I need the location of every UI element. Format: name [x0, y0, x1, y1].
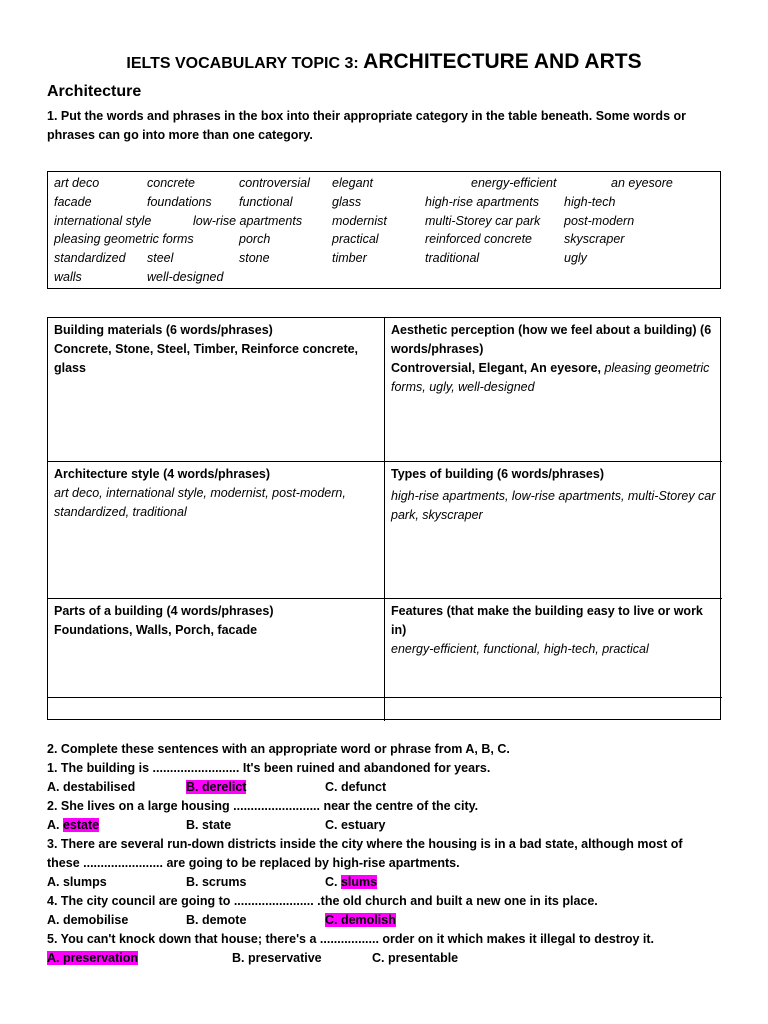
- cell-answer: art deco, international style, modernist, post-modern, standardized, traditional: [54, 486, 346, 519]
- word-item: international style: [54, 214, 152, 228]
- option-a: [47, 818, 99, 832]
- word-item: functional: [239, 195, 293, 209]
- word-item: well-designed: [147, 270, 224, 284]
- question-3-line-2: these ....................... are going to be replaced by high-rise apartments.: [47, 856, 460, 870]
- exercise1-instruction: 1. Put the words and phrases in the box into their appropriate category in the table beneath. Some words or phrases can go into more than one category.: [47, 109, 686, 142]
- word-item: ugly: [564, 251, 587, 265]
- cell-parts-of-building: [48, 599, 384, 697]
- word-box: [47, 171, 721, 289]
- cell-answer: Foundations, Walls, Porch, facade: [54, 623, 258, 637]
- cell-answer: energy-efficient, functional, high-tech, practical: [391, 642, 649, 656]
- option-a: A. demobilise: [47, 913, 129, 927]
- option-c-prefix: C.: [325, 875, 341, 889]
- page-title: [0, 50, 768, 74]
- option-a-highlighted: A. preservation: [47, 951, 139, 965]
- word-item: glass: [332, 195, 362, 209]
- cell-architecture-style: [48, 462, 384, 598]
- cell-aesthetic-perception: [385, 318, 722, 461]
- word-item: modernist: [332, 214, 387, 228]
- option-c: C. estuary: [325, 818, 386, 832]
- word-item: an eyesore: [611, 176, 673, 190]
- word-item: high-rise apartments: [425, 195, 539, 209]
- table-divider: [48, 697, 722, 698]
- word-item: reinforced concrete: [425, 232, 533, 246]
- option-b-highlighted: B. derelict: [186, 780, 247, 794]
- word-item: post-modern: [564, 214, 635, 228]
- cell-heading: Aesthetic perception (how we feel about a building) (6 words/phrases): [391, 323, 712, 356]
- word-item: multi-Storey car park: [425, 214, 541, 228]
- cell-answer: high-rise apartments, low-rise apartments, multi-Storey car park, skyscraper: [391, 489, 716, 522]
- cell-heading: Building materials (6 words/phrases): [54, 323, 273, 337]
- word-item: concrete: [147, 176, 195, 190]
- word-item: controversial: [239, 176, 310, 190]
- cell-heading: Architecture style (4 words/phrases): [54, 467, 271, 481]
- option-a: A. destabilised: [47, 780, 136, 794]
- word-item: timber: [332, 251, 367, 265]
- question-1: 1. The building is ......................... It's been ruined and abandoned for years.: [47, 761, 491, 775]
- option-b: B. preservative: [232, 951, 322, 965]
- option-a-highlighted: estate: [62, 818, 100, 832]
- question-4: 4. The city council are going to ....................... .the old church and built a new one in its place.: [47, 894, 598, 908]
- cell-building-materials: [48, 318, 384, 461]
- word-item: art deco: [54, 176, 100, 190]
- word-item: skyscraper: [564, 232, 625, 246]
- cell-answer-italic: pleasing geometric forms, ugly, well-designed: [391, 361, 710, 394]
- word-item: porch: [239, 232, 271, 246]
- cell-types-of-building: [385, 462, 722, 598]
- cell-heading: Parts of a building (4 words/phrases): [54, 604, 274, 618]
- question-2: 2. She lives on a large housing ......................... near the centre of the city.: [47, 799, 479, 813]
- exercise2-instruction: 2. Complete these sentences with an appropriate word or phrase from A, B, C.: [47, 742, 510, 756]
- title-prefix: IELTS VOCABULARY TOPIC 3:: [126, 55, 364, 72]
- option-b: B. state: [186, 818, 232, 832]
- category-table: [47, 317, 721, 720]
- cell-answer: Concrete, Stone, Steel, Timber, Reinforce concrete, glass: [54, 342, 359, 375]
- word-item: standardized: [54, 251, 126, 265]
- word-item: walls: [54, 270, 82, 284]
- option-a-prefix: A.: [47, 818, 63, 832]
- word-item: facade: [54, 195, 92, 209]
- option-c: [325, 875, 377, 889]
- option-a: A. slumps: [47, 875, 107, 889]
- cell-answer-bold: Controversial, Elegant, An eyesore,: [391, 361, 605, 375]
- word-item: stone: [239, 251, 270, 265]
- option-c: C. defunct: [325, 780, 387, 794]
- cell-heading: Types of building (6 words/phrases): [391, 467, 604, 481]
- option-c-highlighted: slums: [340, 875, 378, 889]
- option-c: C. presentable: [372, 951, 459, 965]
- option-c-highlighted: C. demolish: [325, 913, 396, 927]
- option-b: B. demote: [186, 913, 247, 927]
- word-item: pleasing geometric forms: [54, 232, 194, 246]
- cell-features: [385, 599, 722, 697]
- option-b: B. scrums: [186, 875, 247, 889]
- word-item: traditional: [425, 251, 480, 265]
- section-heading: Architecture: [47, 83, 142, 100]
- question-5: 5. You can't knock down that house; there's a ................. order on it which makes it illegal to destroy it.: [47, 932, 654, 946]
- cell-heading: Features (that make the building easy to live or work in): [391, 604, 703, 637]
- word-item: steel: [147, 251, 174, 265]
- word-item: low-rise apartments: [193, 214, 303, 228]
- word-item: elegant: [332, 176, 374, 190]
- word-item: foundations: [147, 195, 212, 209]
- word-item: practical: [332, 232, 379, 246]
- question-3-line-1: 3. There are several run-down districts inside the city where the housing is in a bad state, although most of: [47, 837, 683, 851]
- word-item: energy-efficient: [471, 176, 557, 190]
- title-main: ARCHITECTURE AND ARTS: [363, 50, 642, 73]
- word-item: high-tech: [564, 195, 616, 209]
